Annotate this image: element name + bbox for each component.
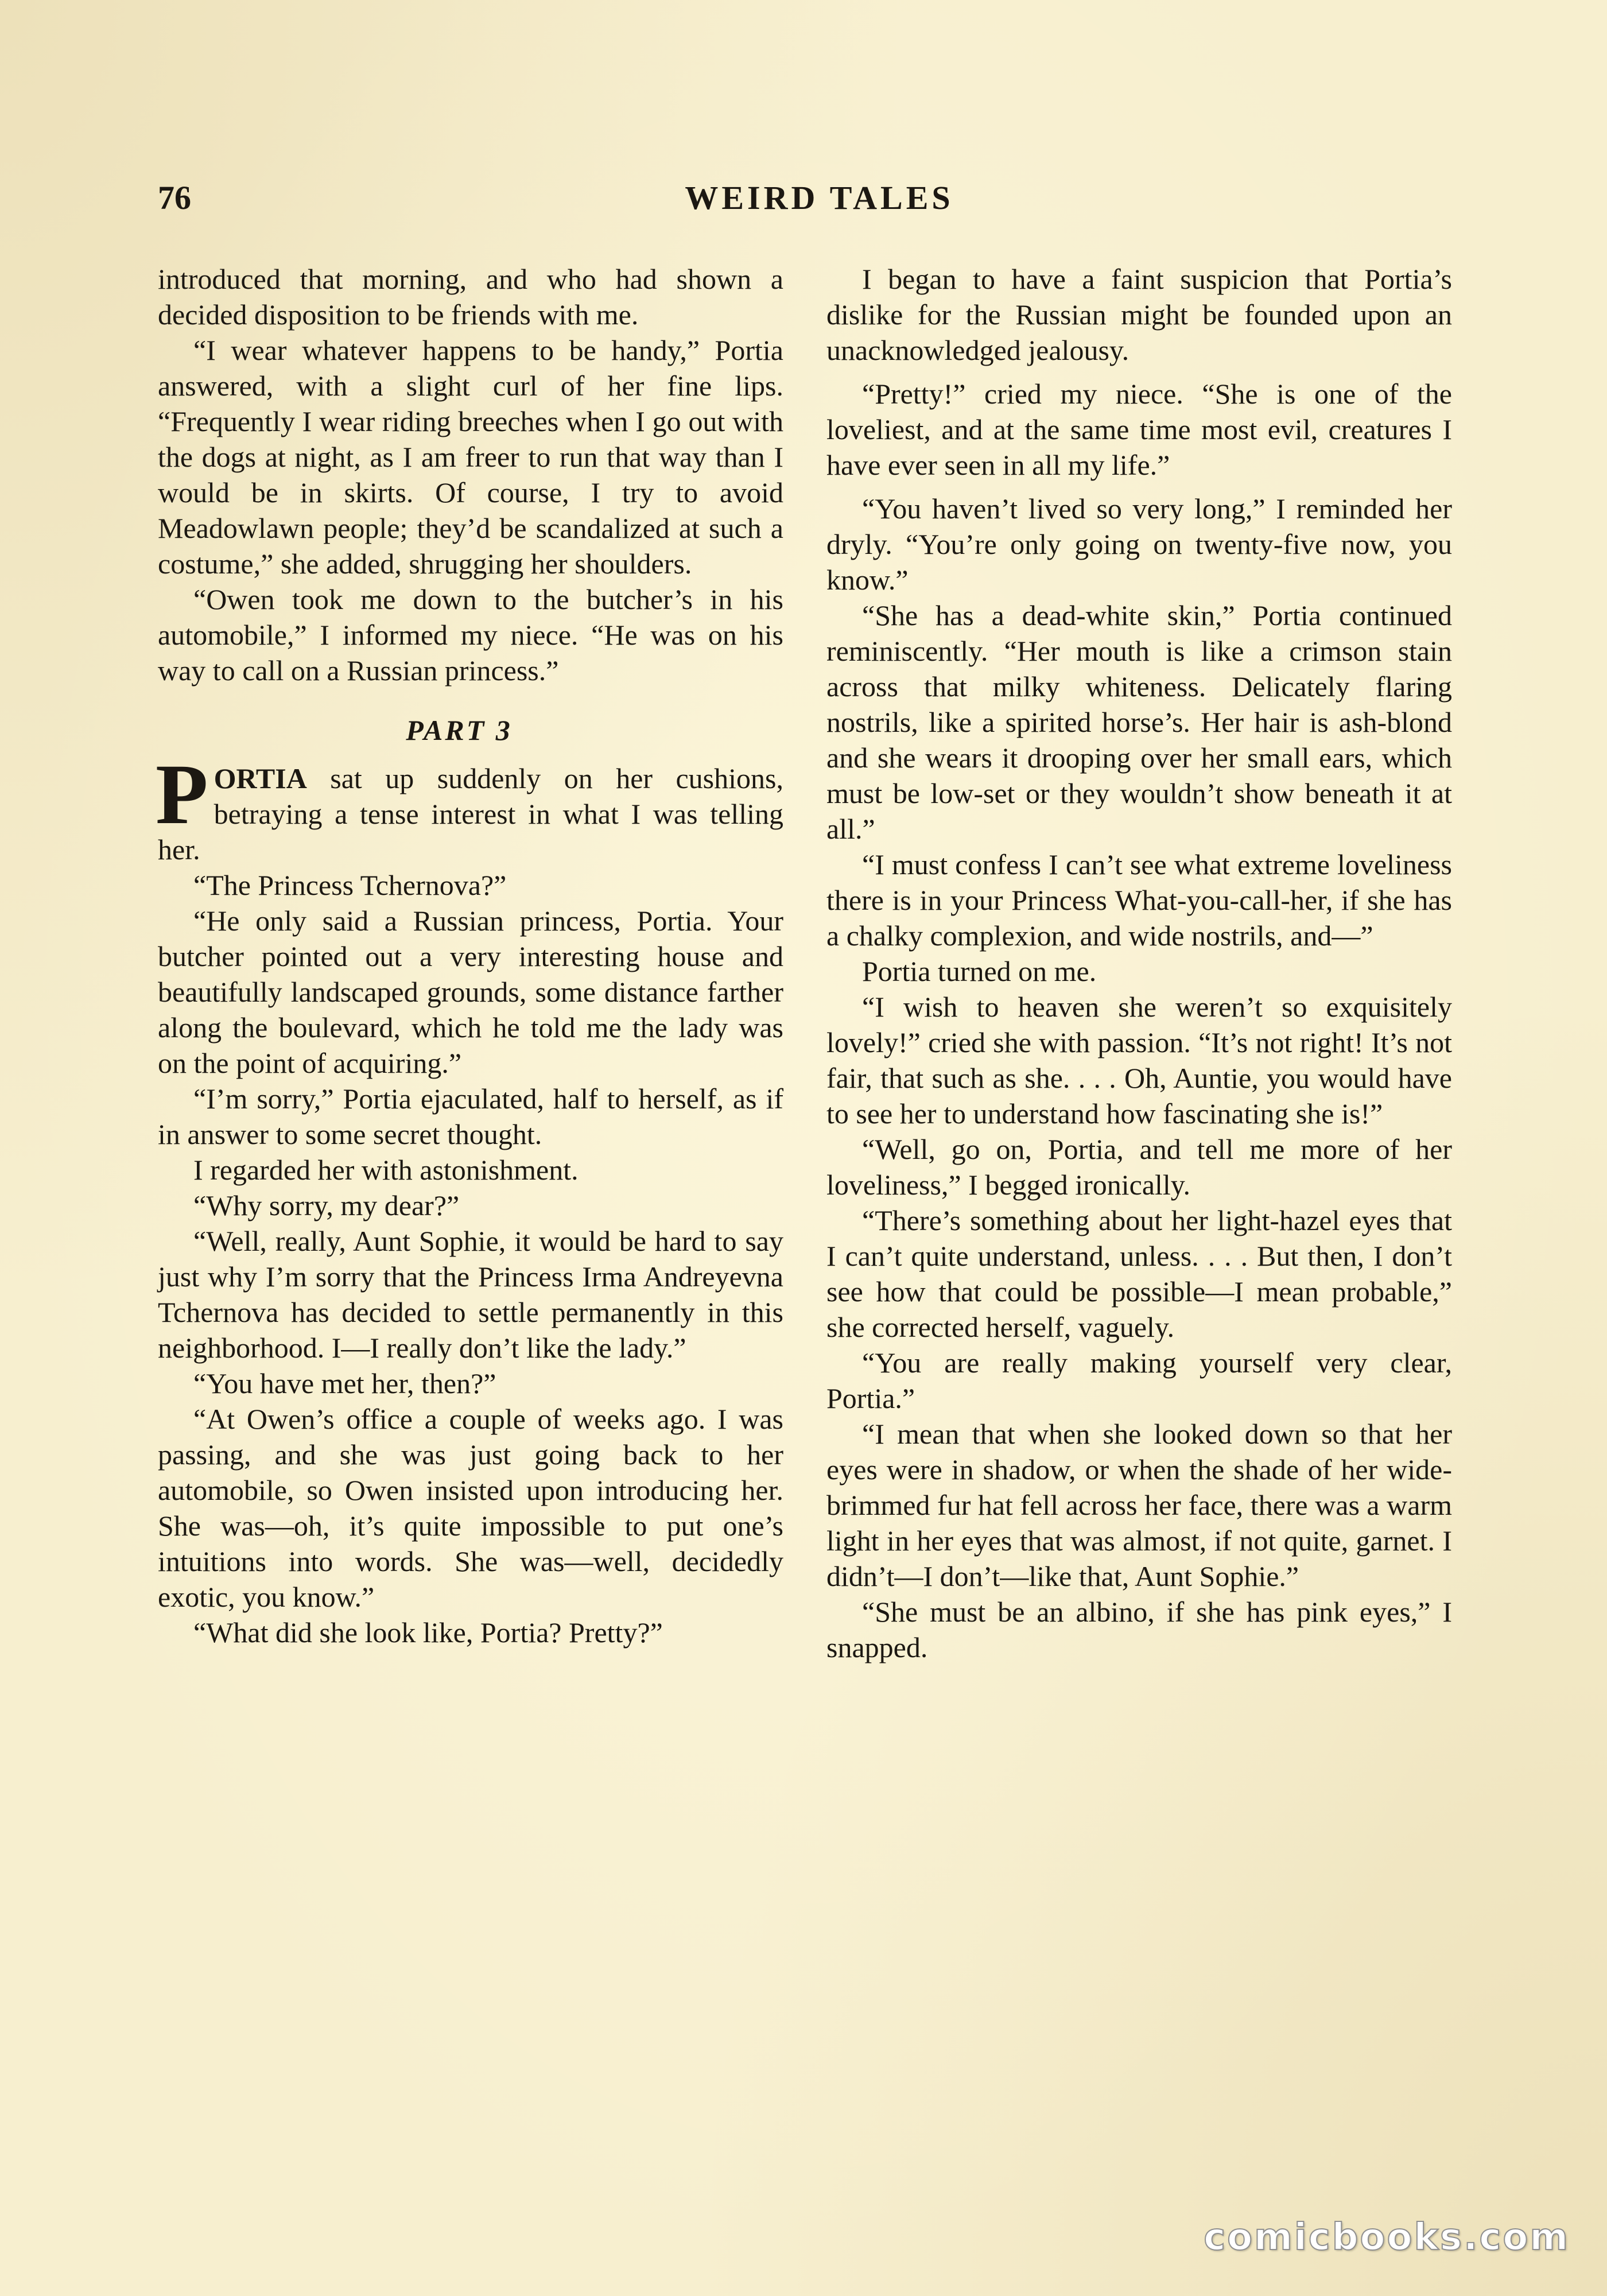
opening-paragraph xyxy=(156,747,783,867)
site-watermark: comicbooks.com xyxy=(1204,2216,1570,2259)
paragraph: “I mean that when she looked down so that her eyes were in shadow, or when the shade of her wide-brimmed fur hat fell across her face, there was a warm light in her eyes that was almost, if not quite, garnet. I didn’t—I don’t—like that, Aunt Sophie.” xyxy=(826,1418,1452,1592)
paragraph: “She has a dead-white skin,” Portia continued reminiscently. “Her mouth is like a crimson stain across that milky whiteness. Delicately flaring nostrils, like a spirited horse’s. Her hair is ash-blond and she wears it drooping over her small ears, which must be low-set or they wouldn’t show beneath it at all.” xyxy=(826,599,1452,845)
paragraph-text: sat up suddenly on her cushions, betraying a tense interest in what I was telling her. xyxy=(158,762,783,866)
paragraph: “Well, really, Aunt Sophie, it would be hard to say just why I’m sorry that the Princess Irma Andreyevna Tchernova has decided to settle permanently in this neighborhood. I—I really don’t like the lady.” xyxy=(158,1225,783,1364)
paragraph: “I must confess I can’t see what extreme loveliness there is in your Princess What-you-call-her, if she has a chalky complexion, and wide nostrils, and—” xyxy=(826,848,1452,952)
paragraph: “I wish to heaven she weren’t so exquisitely lovely!” cried she with passion. “It’s not right! It’s not fair, that such as she. . . . Oh, Auntie, you would have to see her to understand how fascinating she is!” xyxy=(826,991,1452,1130)
paragraph: Portia turned on me. xyxy=(862,955,1097,987)
paragraph: I began to have a faint suspicion that Portia’s dislike for the Russian might be founded upon an unacknowledged jealousy. xyxy=(826,263,1452,366)
section-heading: PART 3 xyxy=(406,714,513,746)
paragraph: “Owen took me down to the butcher’s in his automobile,” I informed my niece. “He was on his way to call on a Russian princess.” xyxy=(158,583,783,687)
paragraph: “He only said a Russian princess, Portia. Your butcher pointed out a very interesting house and beautifully landscaped grounds, some distance farther along the boulevard, which he told me the lady was on the point of acquiring.” xyxy=(158,905,783,1079)
paragraph: “She must be an albino, if she has pink eyes,” I snapped. xyxy=(826,1596,1452,1663)
small-caps-lead: ORTIA xyxy=(214,762,307,794)
paragraph: “I wear whatever happens to be handy,” Portia answered, with a slight curl of her fine lips. “Frequently I wear riding breeches when I go out with the dogs at night, as I am freer to run that way than I would be in skirts. Of course, I try to avoid Meadowlawn people; they’d be scandalized at such a costume,” she added, shrugging her shoulders. xyxy=(158,334,783,580)
paragraph: “The Princess Tchernova?” xyxy=(193,869,507,901)
paragraph: “At Owen’s office a couple of weeks ago. I was passing, and she was just going back to her automobile, so Owen insisted upon introducing her. She was—oh, it’s quite impossible to put one’s intuitions into words. She was—well, decidedly exotic, you know.” xyxy=(158,1403,783,1613)
paragraph: “There’s something about her light-hazel eyes that I can’t quite understand, unless. . . . But then, I don’t see how that could be possible—I mean probable,” she corrected herself, vaguely. xyxy=(826,1204,1452,1343)
paragraph: introduced that morning, and who had shown a decided disposition to be friends with me. xyxy=(158,263,783,331)
paragraph: I regarded her with astonishment. xyxy=(193,1154,579,1186)
paragraph: “You are really making yourself very clear, Portia.” xyxy=(826,1347,1452,1414)
drop-cap: P xyxy=(156,747,208,842)
paragraph: “You have met her, then?” xyxy=(193,1367,496,1399)
running-title: WEIRD TALES xyxy=(685,179,954,216)
paragraph: “What did she look like, Portia? Pretty?” xyxy=(193,1616,663,1649)
right-column xyxy=(826,261,1452,1665)
left-column xyxy=(158,261,783,1650)
paragraph: “Pretty!” cried my niece. “She is one of the loveliest, and at the same time most evil, creatures I have ever seen in all my life.” xyxy=(826,378,1452,481)
paragraph: “You haven’t lived so very long,” I reminded her dryly. “You’re only going on twenty-five now, you know.” xyxy=(826,492,1452,596)
paragraph: “Well, go on, Portia, and tell me more of her loveliness,” I begged ironically. xyxy=(826,1133,1452,1201)
paragraph: “I’m sorry,” Portia ejaculated, half to herself, as if in answer to some secret thought. xyxy=(158,1083,783,1150)
paragraph: “Why sorry, my dear?” xyxy=(193,1189,460,1221)
page-number: 76 xyxy=(158,179,191,216)
page-header xyxy=(158,175,1446,221)
